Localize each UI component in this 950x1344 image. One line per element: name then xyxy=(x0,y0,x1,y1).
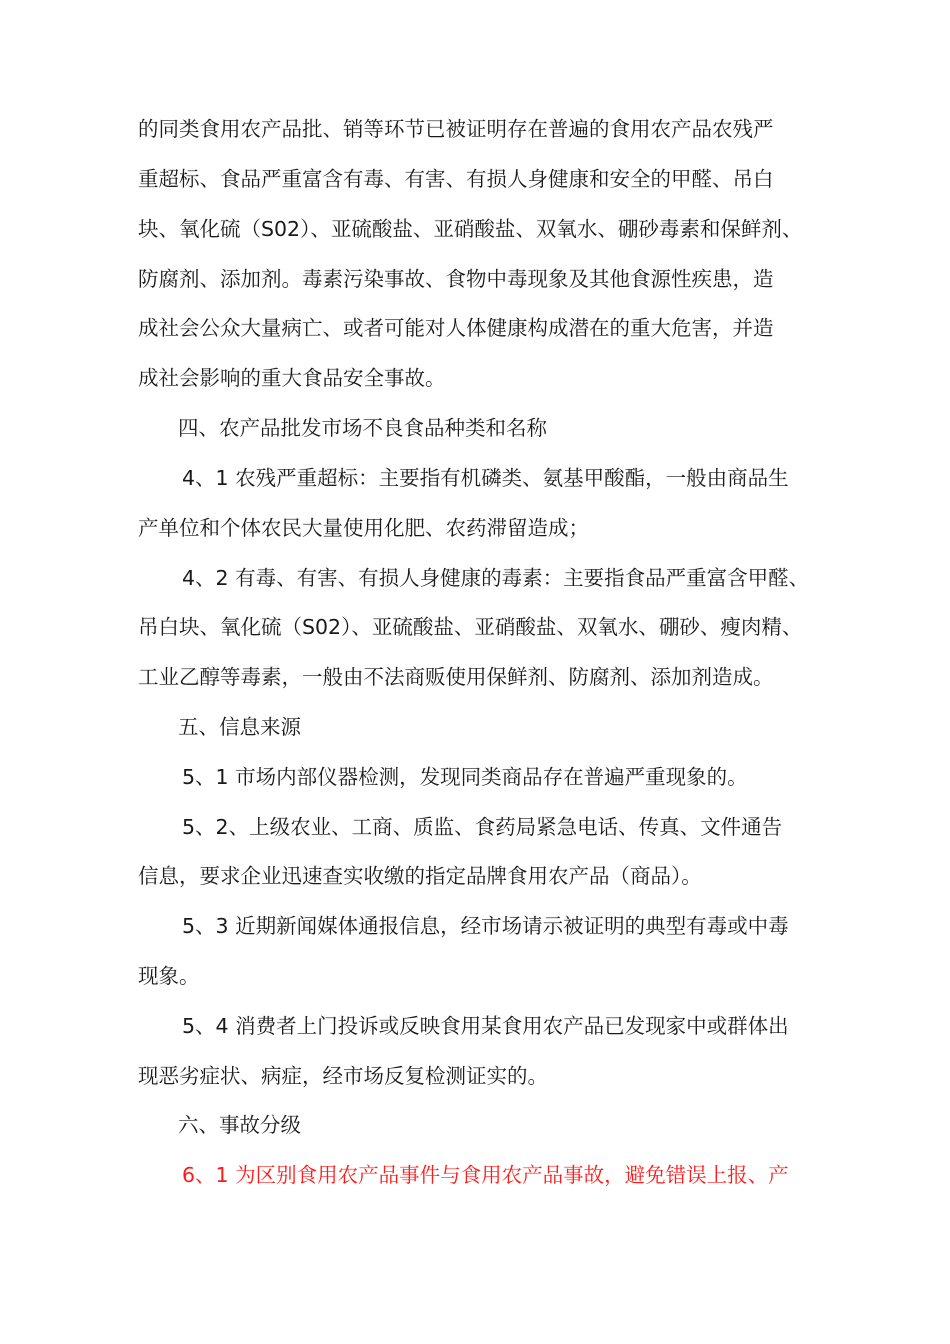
paragraph-line: 成社会影响的重大食品安全事故。 xyxy=(138,366,446,390)
section-heading-6: 六、事故分级 xyxy=(178,1113,301,1137)
paragraph-line: 5、4 消费者上门投诉或反映食用某食用农产品已发现家中或群体出 xyxy=(182,1014,789,1038)
paragraph-line: 4、2 有毒、有害、有损人身健康的毒素：主要指食品严重富含甲醛、 xyxy=(182,566,810,590)
highlighted-paragraph-line: 6、1 为区别食用农产品事件与食用农产品事故，避免错误上报、产 xyxy=(182,1163,789,1187)
paragraph-line: 产单位和个体农民大量使用化肥、农药滞留造成； xyxy=(138,516,589,540)
paragraph-line: 现象。 xyxy=(138,964,200,988)
paragraph-line: 吊白块、氧化硫（S02）、亚硫酸盐、亚硝酸盐、双氧水、硼砂、瘦肉精、 xyxy=(138,615,803,639)
paragraph-line: 防腐剂、添加剂。毒素污染事故、食物中毒现象及其他食源性疾患，造 xyxy=(138,267,774,291)
paragraph-line: 现恶劣症状、病症，经市场反复检测证实的。 xyxy=(138,1064,548,1088)
paragraph-line: 工业乙醇等毒素，一般由不法商贩使用保鲜剂、防腐剂、添加剂造成。 xyxy=(138,665,774,689)
paragraph-line: 4、1 农残严重超标：主要指有机磷类、氨基甲酸酯，一般由商品生 xyxy=(182,466,789,490)
section-heading-5: 五、信息来源 xyxy=(178,715,301,739)
paragraph-line: 5、1 市场内部仪器检测，发现同类商品存在普遍严重现象的。 xyxy=(182,765,748,789)
paragraph-line: 的同类食用农产品批、销等环节已被证明存在普遍的食用农产品农残严 xyxy=(138,117,774,141)
paragraph-line: 重超标、食品严重富含有毒、有害、有损人身健康和安全的甲醛、吊白 xyxy=(138,167,774,191)
paragraph-line: 块、氧化硫（S02）、亚硫酸盐、亚硝酸盐、双氧水、硼砂毒素和保鲜剂、 xyxy=(138,217,803,241)
paragraph-line: 5、3 近期新闻媒体通报信息，经市场请示被证明的典型有毒或中毒 xyxy=(182,914,789,938)
paragraph-line: 5、2、上级农业、工商、质监、食药局紧急电话、传真、文件通告 xyxy=(182,815,783,839)
paragraph-line: 信息，要求企业迅速查实收缴的指定品牌食用农产品（商品）。 xyxy=(138,864,702,888)
paragraph-line: 成社会公众大量病亡、或者可能对人体健康构成潜在的重大危害，并造 xyxy=(138,316,774,340)
section-heading-4: 四、农产品批发市场不良食品种类和名称 xyxy=(178,416,547,440)
